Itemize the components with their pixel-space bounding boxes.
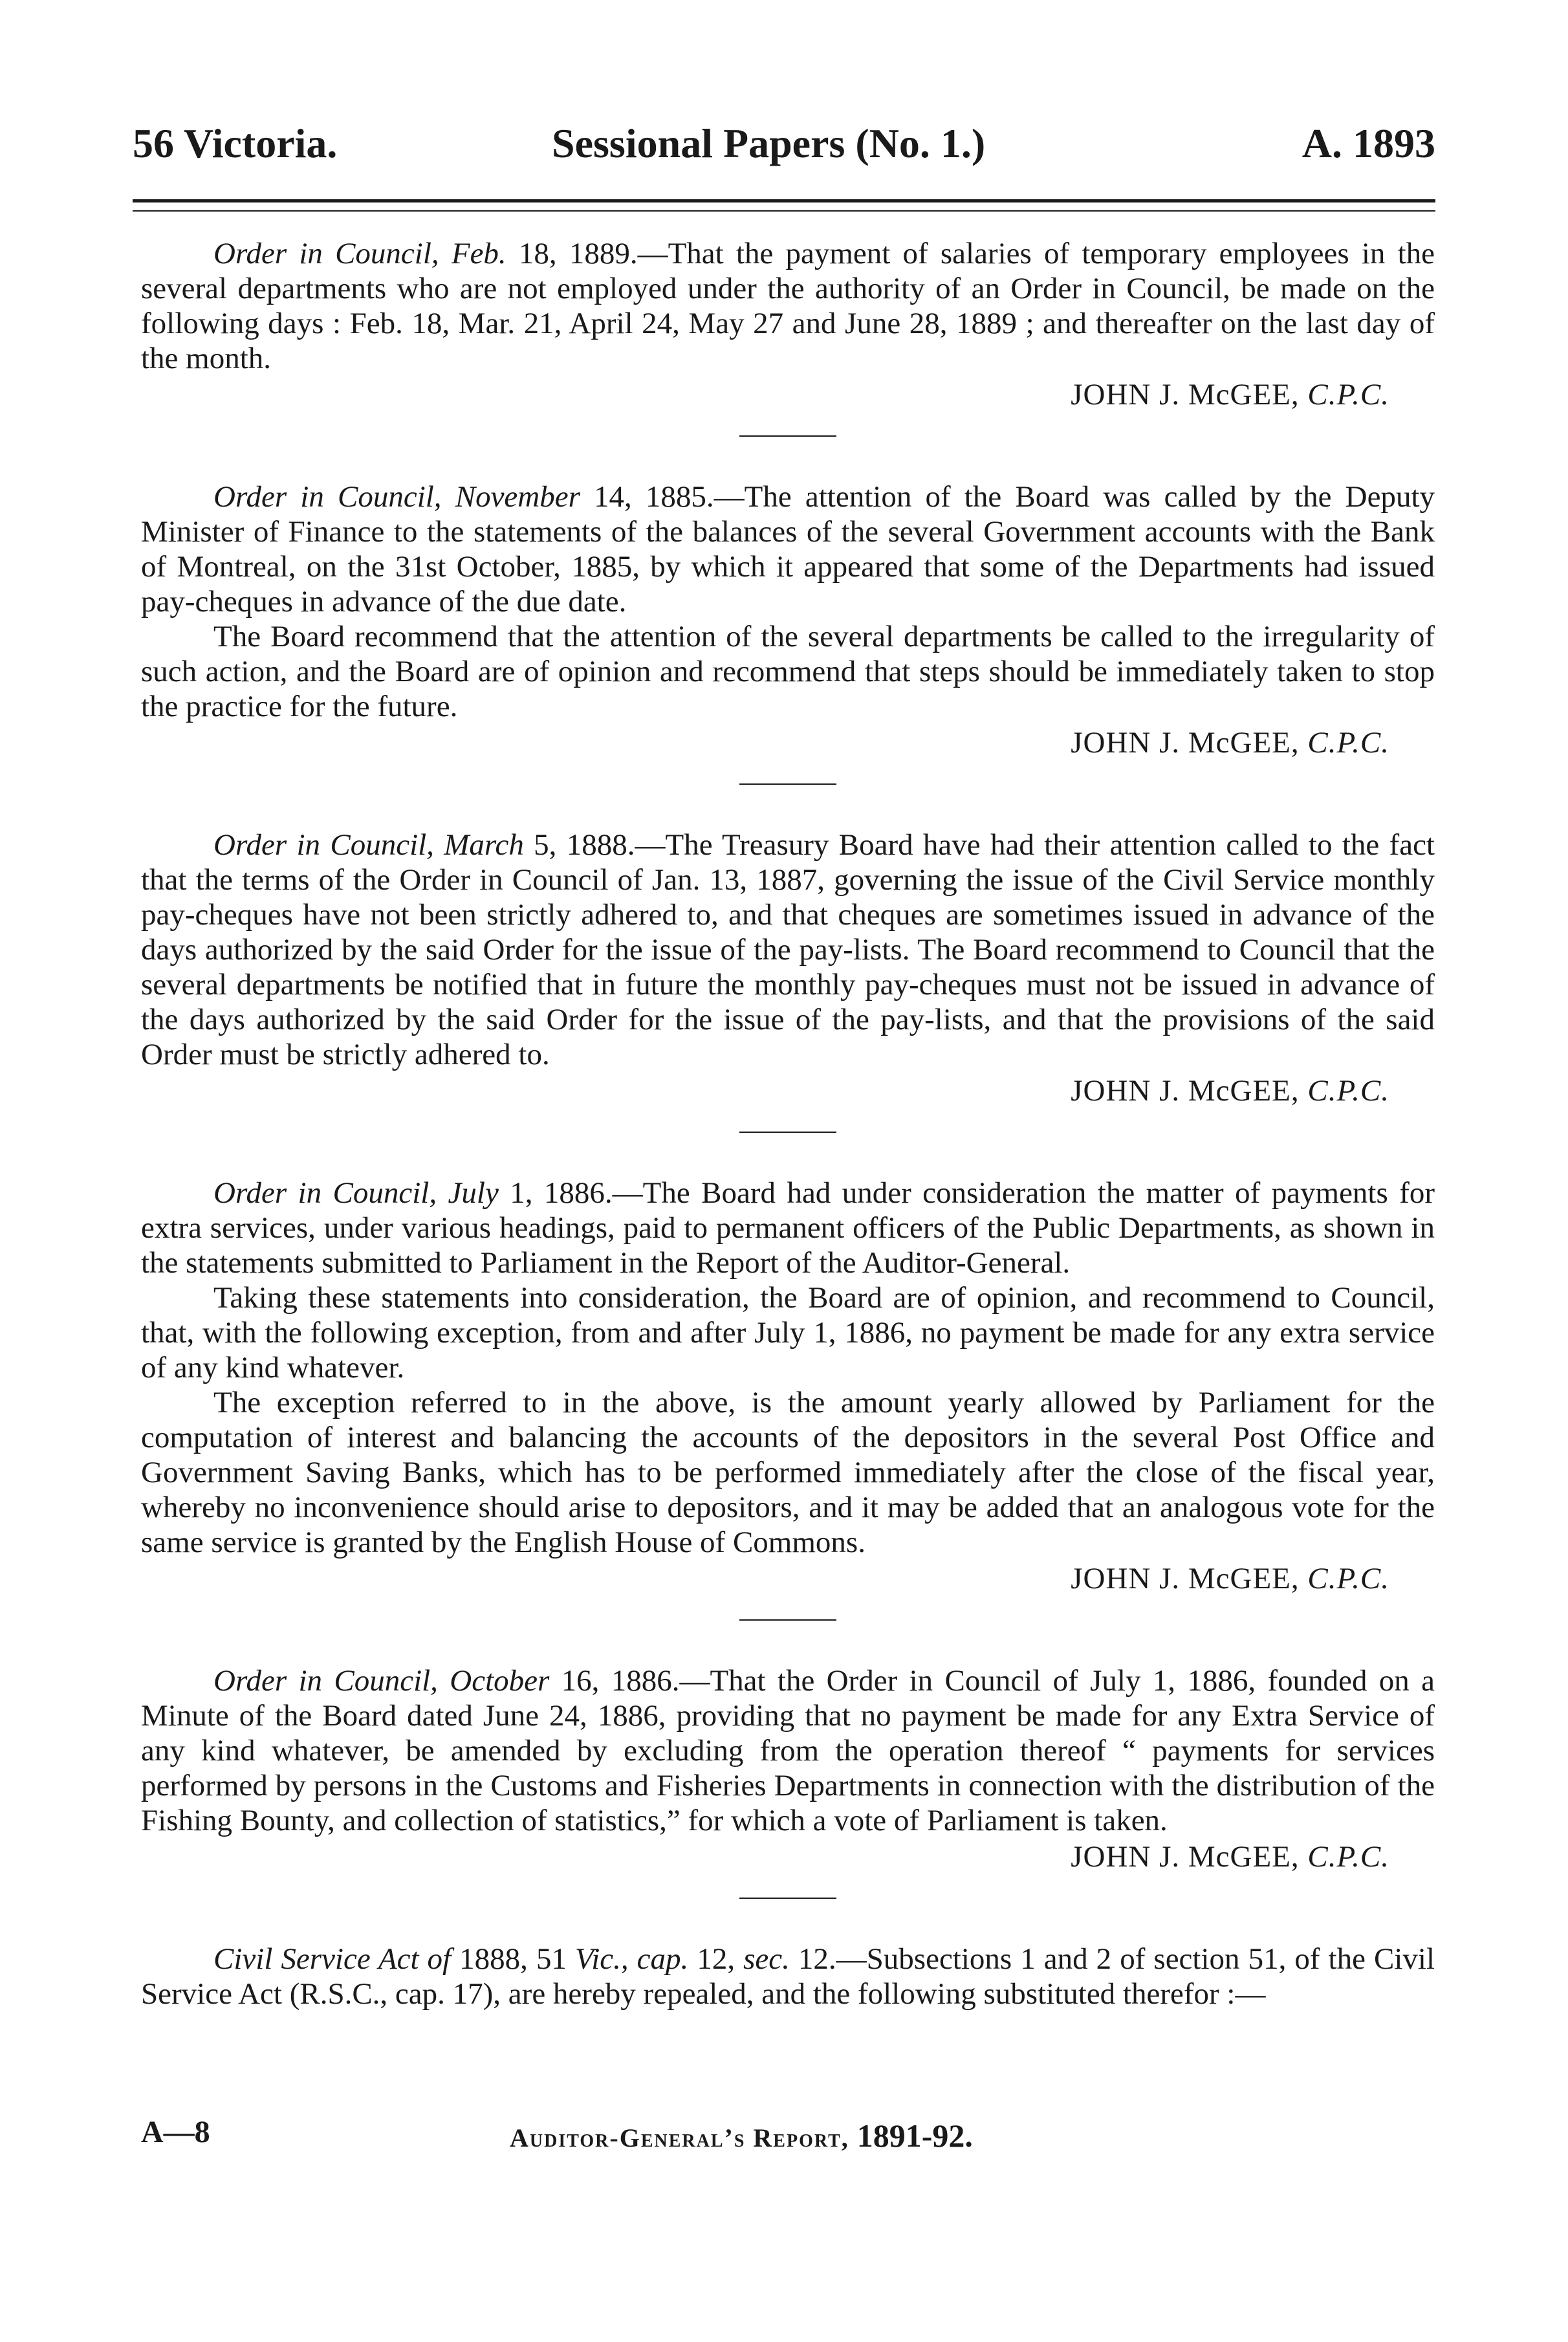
order-entry bbox=[141, 1663, 1435, 1874]
entry-date: July bbox=[448, 1176, 499, 1210]
header-rule-thick bbox=[133, 199, 1435, 202]
separator-rule bbox=[739, 1619, 836, 1621]
entry-date: November bbox=[455, 480, 580, 514]
entry-paragraph bbox=[141, 1663, 1435, 1838]
signature-name: JOHN J. McGEE, bbox=[1071, 1562, 1300, 1595]
entry-title: Order in Council, bbox=[213, 1664, 438, 1698]
separator-rule bbox=[739, 435, 836, 437]
entry-paragraph bbox=[141, 1176, 1435, 1280]
entry-paragraph bbox=[141, 479, 1435, 619]
act-entry bbox=[141, 1942, 1435, 2011]
entry-paragraph: The exception referred to in the above, is the amount yearly allowed by Parliament for the computation of interest and balancing the accounts of the depositors in the several Post Office and Government Saving Banks, which has to be performed immediately after the close of the fiscal year, whereby no inconvenience should arise to depositors, and it may be added that an analogous vote for the same service is granted by the English House of Commons. bbox=[141, 1386, 1435, 1559]
signature-title: C.P.C. bbox=[1307, 378, 1389, 411]
header-title: Sessional Papers (No. 1.) bbox=[552, 120, 986, 166]
entry-paragraph: Taking these statements into consideration, the Board are of opinion, and recommend to Council, that, with the following exception, from and after July 1, 1886, no payment be made for any extra service of any kind whatever. bbox=[141, 1281, 1435, 1384]
act-cap: 12, bbox=[688, 1942, 744, 1976]
header-session: 56 Victoria. bbox=[133, 120, 338, 166]
entry-text: 16, 1886.—That the Order in Council of July 1, 1886, founded on a Minute of the Board dated June 24, 1886, providing that no payment be made for any Extra Service of any kind whatever, be amended by excluding from the operation thereof “ payments for services performed by persons in the Customs and Fisheries Departments in connection with the distribution of the Fishing Bounty, and collection of statistics,” for which a vote of Parliament is taken. bbox=[141, 1664, 1435, 1837]
separator-rule bbox=[739, 1898, 836, 1899]
header-rule-thin bbox=[133, 210, 1435, 212]
signature-name: JOHN J. McGEE, bbox=[1071, 1074, 1300, 1108]
entry-text: 5, 1888.—The Treasury Board have had their attention called to the fact that the terms of the Order in Council of Jan. 13, 1887, governing the issue of the Civil Service monthly pay-cheques have not been strictly adhered to, and that cheques are sometimes issued in advance of the days authorized by the said Order for the issue of the pay-lists. The Board recommend to Council that the several departments be notified that in future the monthly pay-cheques must not be issued in advance of the days authorized by the said Order for the issue of the pay-lists, and that the provisions of the said Order must be strictly adhered to. bbox=[141, 828, 1435, 1071]
separator-rule bbox=[739, 783, 836, 785]
entry-date: Feb. bbox=[451, 237, 506, 270]
act-vic: Vic., cap. bbox=[574, 1942, 689, 1976]
entry-paragraph bbox=[141, 827, 1435, 1072]
act-year: 1888, 51 bbox=[451, 1942, 575, 1976]
signature bbox=[141, 1839, 1435, 1874]
signature bbox=[141, 377, 1435, 412]
signature-title: C.P.C. bbox=[1307, 1074, 1389, 1108]
signature bbox=[141, 725, 1435, 760]
order-entry bbox=[141, 1176, 1435, 1596]
signature-title: C.P.C. bbox=[1307, 1562, 1389, 1595]
signature-name: JOHN J. McGEE, bbox=[1071, 378, 1300, 411]
act-text: 12.—Subsections 1 and 2 of section 51, of the Civil Service Act (R.S.C., cap. 17), are hereby repealed, and the following substituted therefor :— bbox=[141, 1942, 1435, 2011]
act-title: Civil Service Act of bbox=[213, 1942, 452, 1976]
entry-title: Order in Council, bbox=[213, 1176, 437, 1210]
entry-title: Order in Council, bbox=[213, 237, 439, 270]
order-entry bbox=[141, 827, 1435, 1108]
separator-rule bbox=[739, 1132, 836, 1133]
signature bbox=[141, 1561, 1435, 1596]
entry-text: 18, 1889.—That the payment of salaries of temporary employees in the several departments who are not employed under the authority of an Order in Council, be made on the following days : Feb. 18, Mar. 21, April 24, May 27 and June 28, 1889 ; and thereafter on the last day of the month. bbox=[141, 237, 1435, 375]
footer-report-year: 1891-92. bbox=[856, 2118, 973, 2154]
header-year: A. 1893 bbox=[1301, 120, 1435, 166]
order-entry bbox=[141, 479, 1435, 760]
entry-title: Order in Council, bbox=[213, 480, 442, 514]
entry-date: October bbox=[450, 1664, 550, 1698]
entry-date: March bbox=[444, 828, 524, 862]
footer-report-name: Auditor-General’s Report, bbox=[510, 2123, 849, 2152]
footer-report-title bbox=[510, 2117, 973, 2154]
entry-paragraph bbox=[141, 236, 1435, 376]
order-entry bbox=[141, 236, 1435, 412]
act-sec: sec. bbox=[743, 1942, 790, 1976]
act-paragraph bbox=[141, 1942, 1435, 2011]
running-header bbox=[133, 120, 1435, 178]
entry-text: 14, 1885.—The attention of the Board was called by the Deputy Minister of Finance to the statements of the balances of the several Government accounts with the Bank of Montreal, on the 31st October, 1885, by which it appeared that some of the Departments had issued pay-cheques in advance of the due date. bbox=[141, 480, 1435, 618]
signature bbox=[141, 1073, 1435, 1108]
footer-page-ref: A—8 bbox=[141, 2115, 210, 2149]
entry-title: Order in Council, bbox=[213, 828, 434, 862]
signature-name: JOHN J. McGEE, bbox=[1071, 1840, 1300, 1874]
document-body bbox=[141, 236, 1435, 2011]
signature-title: C.P.C. bbox=[1307, 726, 1389, 760]
entry-text: 1, 1886.—The Board had under consideration the matter of payments for extra services, under various headings, paid to permanent officers of the Public Departments, as shown in the statements submitted to Parliament in the Report of the Auditor-General. bbox=[141, 1176, 1435, 1280]
entry-paragraph: The Board recommend that the attention of the several departments be called to the irregularity of such action, and the Board are of opinion and recommend that steps should be immediately taken to stop the practice for the future. bbox=[141, 620, 1435, 723]
signature-name: JOHN J. McGEE, bbox=[1071, 726, 1300, 760]
signature-title: C.P.C. bbox=[1307, 1840, 1389, 1874]
